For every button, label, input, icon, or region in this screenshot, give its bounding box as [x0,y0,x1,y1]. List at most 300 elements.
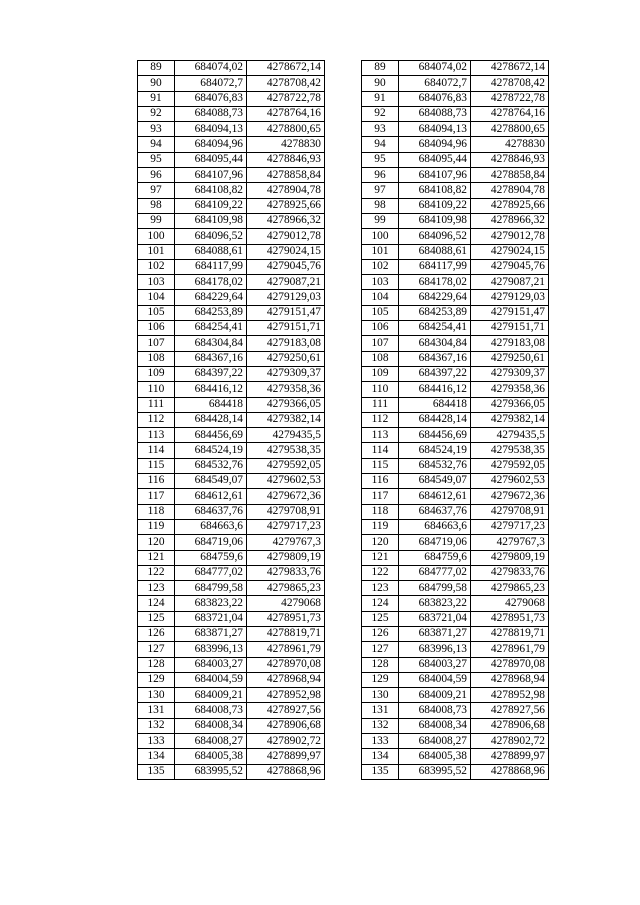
table-row [362,76,549,91]
x-coordinate-cell: 684003,27 [175,657,247,672]
table-row [362,244,549,259]
table-row [362,183,549,198]
x-coordinate-cell: 684799,58 [399,581,471,596]
y-coordinate-cell: 4279672,36 [247,489,325,504]
x-coordinate-cell: 684008,73 [175,703,247,718]
point-number-cell: 109 [362,366,399,381]
x-coordinate-cell: 684096,52 [175,229,247,244]
x-coordinate-cell: 684428,14 [175,412,247,427]
point-number-cell: 112 [138,412,175,427]
point-number-cell: 119 [362,519,399,534]
point-number-cell: 114 [362,443,399,458]
point-number-cell: 114 [138,443,175,458]
y-coordinate-cell: 4279717,23 [247,519,325,534]
table-row [138,734,325,749]
x-coordinate-cell: 684532,76 [399,458,471,473]
table-row [362,106,549,121]
y-coordinate-cell: 4278846,93 [247,152,325,167]
point-number-cell: 120 [362,535,399,550]
y-coordinate-cell: 4279358,36 [471,382,549,397]
x-coordinate-cell: 684416,12 [175,382,247,397]
table-row [138,550,325,565]
x-coordinate-cell: 684612,61 [175,489,247,504]
y-coordinate-cell: 4279151,71 [471,321,549,336]
table-row [362,703,549,718]
point-number-cell: 99 [138,213,175,228]
x-coordinate-cell: 684229,64 [175,290,247,305]
point-number-cell: 116 [362,474,399,489]
table-row [362,565,549,580]
table-row [362,290,549,305]
point-number-cell: 126 [138,626,175,641]
x-coordinate-cell: 684253,89 [399,305,471,320]
x-coordinate-cell: 684397,22 [399,366,471,381]
point-number-cell: 121 [138,550,175,565]
point-number-cell: 99 [362,213,399,228]
coordinates-table-body [362,61,549,780]
table-row [138,428,325,443]
table-row [138,749,325,764]
table-row [362,137,549,152]
table-row [362,91,549,106]
y-coordinate-cell: 4279151,47 [247,305,325,320]
y-coordinate-cell: 4279592,05 [471,458,549,473]
x-coordinate-cell: 684094,13 [399,122,471,137]
y-coordinate-cell: 4278952,98 [247,688,325,703]
y-coordinate-cell: 4278927,56 [471,703,549,718]
table-row [362,764,549,779]
x-coordinate-cell: 683823,22 [175,596,247,611]
x-coordinate-cell: 684428,14 [399,412,471,427]
x-coordinate-cell: 683996,13 [175,642,247,657]
x-coordinate-cell: 684418 [175,397,247,412]
table-row [138,642,325,657]
point-number-cell: 90 [138,76,175,91]
point-number-cell: 96 [362,168,399,183]
table-row [138,535,325,550]
y-coordinate-cell: 4279865,23 [247,581,325,596]
x-coordinate-cell: 684072,7 [175,76,247,91]
table-row [362,581,549,596]
table-row [138,458,325,473]
point-number-cell: 116 [138,474,175,489]
point-number-cell: 103 [362,275,399,290]
coordinates-table-right [361,60,549,780]
point-number-cell: 97 [138,183,175,198]
y-coordinate-cell: 4279538,35 [247,443,325,458]
y-coordinate-cell: 4278672,14 [247,61,325,76]
x-coordinate-cell: 684719,06 [175,535,247,550]
y-coordinate-cell: 4278925,66 [247,198,325,213]
point-number-cell: 111 [362,397,399,412]
x-coordinate-cell: 684074,02 [399,61,471,76]
table-row [362,550,549,565]
point-number-cell: 122 [362,565,399,580]
point-number-cell: 90 [362,76,399,91]
y-coordinate-cell: 4278868,96 [247,764,325,779]
x-coordinate-cell: 684178,02 [399,275,471,290]
point-number-cell: 102 [138,259,175,274]
y-coordinate-cell: 4278902,72 [471,734,549,749]
x-coordinate-cell: 684004,59 [175,672,247,687]
table-row [362,642,549,657]
table-row [362,504,549,519]
table-row [138,152,325,167]
x-coordinate-cell: 684367,16 [399,351,471,366]
y-coordinate-cell: 4279068 [247,596,325,611]
point-number-cell: 121 [362,550,399,565]
x-coordinate-cell: 684759,6 [175,550,247,565]
point-number-cell: 134 [362,749,399,764]
point-number-cell: 108 [138,351,175,366]
point-number-cell: 133 [138,734,175,749]
y-coordinate-cell: 4278902,72 [247,734,325,749]
table-row [138,91,325,106]
x-coordinate-cell: 684072,7 [399,76,471,91]
table-row [362,275,549,290]
y-coordinate-cell: 4279024,15 [471,244,549,259]
table-row [138,198,325,213]
table-row [362,213,549,228]
y-coordinate-cell: 4279087,21 [471,275,549,290]
point-number-cell: 123 [362,581,399,596]
table-row [138,519,325,534]
table-row [362,382,549,397]
x-coordinate-cell: 684008,27 [175,734,247,749]
x-coordinate-cell: 684095,44 [399,152,471,167]
y-coordinate-cell: 4278904,78 [471,183,549,198]
point-number-cell: 100 [138,229,175,244]
point-number-cell: 93 [138,122,175,137]
table-row [138,764,325,779]
table-row [362,366,549,381]
point-number-cell: 126 [362,626,399,641]
table-row [138,76,325,91]
point-number-cell: 106 [362,321,399,336]
point-number-cell: 96 [138,168,175,183]
table-row [138,703,325,718]
point-number-cell: 123 [138,581,175,596]
x-coordinate-cell: 684637,76 [399,504,471,519]
x-coordinate-cell: 684777,02 [175,565,247,580]
y-coordinate-cell: 4279592,05 [247,458,325,473]
y-coordinate-cell: 4279602,53 [247,474,325,489]
y-coordinate-cell: 4278899,97 [247,749,325,764]
x-coordinate-cell: 684088,73 [175,106,247,121]
y-coordinate-cell: 4278925,66 [471,198,549,213]
table-row [362,61,549,76]
y-coordinate-cell: 4279129,03 [471,290,549,305]
y-coordinate-cell: 4278722,78 [471,91,549,106]
x-coordinate-cell: 684074,02 [175,61,247,76]
y-coordinate-cell: 4279087,21 [247,275,325,290]
x-coordinate-cell: 683871,27 [175,626,247,641]
x-coordinate-cell: 683823,22 [399,596,471,611]
table-row [138,397,325,412]
x-coordinate-cell: 684416,12 [399,382,471,397]
y-coordinate-cell: 4278846,93 [471,152,549,167]
x-coordinate-cell: 684254,41 [399,321,471,336]
table-row [362,519,549,534]
x-coordinate-cell: 684108,82 [175,183,247,198]
x-coordinate-cell: 683996,13 [399,642,471,657]
table-row [138,351,325,366]
y-coordinate-cell: 4279809,19 [471,550,549,565]
x-coordinate-cell: 684367,16 [175,351,247,366]
x-coordinate-cell: 683871,27 [399,626,471,641]
point-number-cell: 124 [138,596,175,611]
point-number-cell: 132 [138,718,175,733]
y-coordinate-cell: 4278906,68 [247,718,325,733]
y-coordinate-cell: 4279366,05 [247,397,325,412]
y-coordinate-cell: 4278970,08 [471,657,549,672]
y-coordinate-cell: 4278966,32 [247,213,325,228]
point-number-cell: 117 [138,489,175,504]
point-number-cell: 120 [138,535,175,550]
x-coordinate-cell: 684456,69 [399,428,471,443]
x-coordinate-cell: 684003,27 [399,657,471,672]
point-number-cell: 131 [362,703,399,718]
point-number-cell: 124 [362,596,399,611]
point-number-cell: 89 [362,61,399,76]
x-coordinate-cell: 684532,76 [175,458,247,473]
point-number-cell: 133 [362,734,399,749]
point-number-cell: 129 [362,672,399,687]
y-coordinate-cell: 4279435,5 [471,428,549,443]
table-row [362,397,549,412]
y-coordinate-cell: 4279250,61 [471,351,549,366]
x-coordinate-cell: 684009,21 [399,688,471,703]
point-number-cell: 130 [362,688,399,703]
y-coordinate-cell: 4278899,97 [471,749,549,764]
point-number-cell: 110 [138,382,175,397]
table-row [362,688,549,703]
x-coordinate-cell: 684008,27 [399,734,471,749]
point-number-cell: 122 [138,565,175,580]
point-number-cell: 98 [362,198,399,213]
table-row [138,672,325,687]
table-row [362,458,549,473]
point-number-cell: 107 [362,336,399,351]
table-row [362,336,549,351]
y-coordinate-cell: 4279151,71 [247,321,325,336]
y-coordinate-cell: 4279833,76 [247,565,325,580]
x-coordinate-cell: 684094,13 [175,122,247,137]
point-number-cell: 112 [362,412,399,427]
y-coordinate-cell: 4278858,84 [247,168,325,183]
y-coordinate-cell: 4278819,71 [471,626,549,641]
table-row [138,244,325,259]
y-coordinate-cell: 4279024,15 [247,244,325,259]
x-coordinate-cell: 684456,69 [175,428,247,443]
table-row [362,152,549,167]
table-row [362,443,549,458]
point-number-cell: 92 [138,106,175,121]
table-row [138,581,325,596]
point-number-cell: 108 [362,351,399,366]
table-row [362,168,549,183]
y-coordinate-cell: 4279672,36 [471,489,549,504]
x-coordinate-cell: 684096,52 [399,229,471,244]
point-number-cell: 130 [138,688,175,703]
point-number-cell: 100 [362,229,399,244]
y-coordinate-cell: 4279358,36 [247,382,325,397]
table-row [362,718,549,733]
y-coordinate-cell: 4278868,96 [471,764,549,779]
y-coordinate-cell: 4279012,78 [247,229,325,244]
point-number-cell: 118 [362,504,399,519]
point-number-cell: 128 [362,657,399,672]
point-number-cell: 115 [138,458,175,473]
y-coordinate-cell: 4278764,16 [471,106,549,121]
point-number-cell: 113 [138,428,175,443]
table-row [362,321,549,336]
x-coordinate-cell: 684008,34 [399,718,471,733]
table-row [138,504,325,519]
x-coordinate-cell: 684663,6 [175,519,247,534]
x-coordinate-cell: 684088,61 [399,244,471,259]
table-row [138,290,325,305]
y-coordinate-cell: 4279309,37 [471,366,549,381]
x-coordinate-cell: 684088,61 [175,244,247,259]
table-row [362,626,549,641]
x-coordinate-cell: 684008,73 [399,703,471,718]
x-coordinate-cell: 684304,84 [399,336,471,351]
x-coordinate-cell: 684117,99 [399,259,471,274]
x-coordinate-cell: 683995,52 [175,764,247,779]
point-number-cell: 132 [362,718,399,733]
table-row [362,657,549,672]
y-coordinate-cell: 4278819,71 [247,626,325,641]
table-row [138,275,325,290]
y-coordinate-cell: 4278722,78 [247,91,325,106]
coordinates-table-body [138,61,325,780]
table-row [138,382,325,397]
point-number-cell: 113 [362,428,399,443]
x-coordinate-cell: 684397,22 [175,366,247,381]
y-coordinate-cell: 4278904,78 [247,183,325,198]
y-coordinate-cell: 4279767,3 [247,535,325,550]
x-coordinate-cell: 684799,58 [175,581,247,596]
table-row [362,474,549,489]
table-row [138,718,325,733]
point-number-cell: 105 [362,305,399,320]
x-coordinate-cell: 684076,83 [399,91,471,106]
x-coordinate-cell: 684637,76 [175,504,247,519]
y-coordinate-cell: 4278906,68 [471,718,549,733]
table-row [362,734,549,749]
point-number-cell: 94 [362,137,399,152]
point-number-cell: 118 [138,504,175,519]
table-row [138,688,325,703]
x-coordinate-cell: 684009,21 [175,688,247,703]
point-number-cell: 107 [138,336,175,351]
point-number-cell: 98 [138,198,175,213]
point-number-cell: 127 [362,642,399,657]
table-row [362,229,549,244]
table-row [362,535,549,550]
x-coordinate-cell: 684005,38 [175,749,247,764]
table-row [138,443,325,458]
x-coordinate-cell: 684304,84 [175,336,247,351]
x-coordinate-cell: 684107,96 [175,168,247,183]
y-coordinate-cell: 4279767,3 [471,535,549,550]
y-coordinate-cell: 4278968,94 [247,672,325,687]
y-coordinate-cell: 4278672,14 [471,61,549,76]
y-coordinate-cell: 4278800,65 [247,122,325,137]
point-number-cell: 95 [362,152,399,167]
table-row [138,321,325,336]
point-number-cell: 92 [362,106,399,121]
table-row [138,596,325,611]
point-number-cell: 110 [362,382,399,397]
point-number-cell: 115 [362,458,399,473]
point-number-cell: 95 [138,152,175,167]
point-number-cell: 125 [362,611,399,626]
x-coordinate-cell: 684088,73 [399,106,471,121]
y-coordinate-cell: 4278858,84 [471,168,549,183]
y-coordinate-cell: 4279382,14 [471,412,549,427]
point-number-cell: 129 [138,672,175,687]
x-coordinate-cell: 684777,02 [399,565,471,580]
table-row [138,626,325,641]
y-coordinate-cell: 4279045,76 [247,259,325,274]
y-coordinate-cell: 4278830 [471,137,549,152]
x-coordinate-cell: 684524,19 [399,443,471,458]
table-row [362,672,549,687]
table-row [138,565,325,580]
point-number-cell: 91 [362,91,399,106]
table-row [138,611,325,626]
y-coordinate-cell: 4278968,94 [471,672,549,687]
x-coordinate-cell: 684418 [399,397,471,412]
y-coordinate-cell: 4278764,16 [247,106,325,121]
point-number-cell: 105 [138,305,175,320]
x-coordinate-cell: 684109,98 [399,213,471,228]
x-coordinate-cell: 684663,6 [399,519,471,534]
x-coordinate-cell: 684759,6 [399,550,471,565]
y-coordinate-cell: 4279151,47 [471,305,549,320]
y-coordinate-cell: 4278966,32 [471,213,549,228]
x-coordinate-cell: 684719,06 [399,535,471,550]
point-number-cell: 134 [138,749,175,764]
y-coordinate-cell: 4278970,08 [247,657,325,672]
point-number-cell: 127 [138,642,175,657]
x-coordinate-cell: 684094,96 [175,137,247,152]
table-row [362,122,549,137]
x-coordinate-cell: 684005,38 [399,749,471,764]
table-row [138,61,325,76]
y-coordinate-cell: 4278961,79 [471,642,549,657]
x-coordinate-cell: 684109,22 [175,198,247,213]
point-number-cell: 117 [362,489,399,504]
y-coordinate-cell: 4278961,79 [247,642,325,657]
table-row [362,428,549,443]
point-number-cell: 109 [138,366,175,381]
point-number-cell: 93 [362,122,399,137]
table-row [138,305,325,320]
table-row [138,336,325,351]
table-row [362,351,549,366]
table-row [138,183,325,198]
y-coordinate-cell: 4279833,76 [471,565,549,580]
table-row [138,412,325,427]
table-row [138,474,325,489]
point-number-cell: 91 [138,91,175,106]
point-number-cell: 101 [138,244,175,259]
y-coordinate-cell: 4279012,78 [471,229,549,244]
point-number-cell: 128 [138,657,175,672]
